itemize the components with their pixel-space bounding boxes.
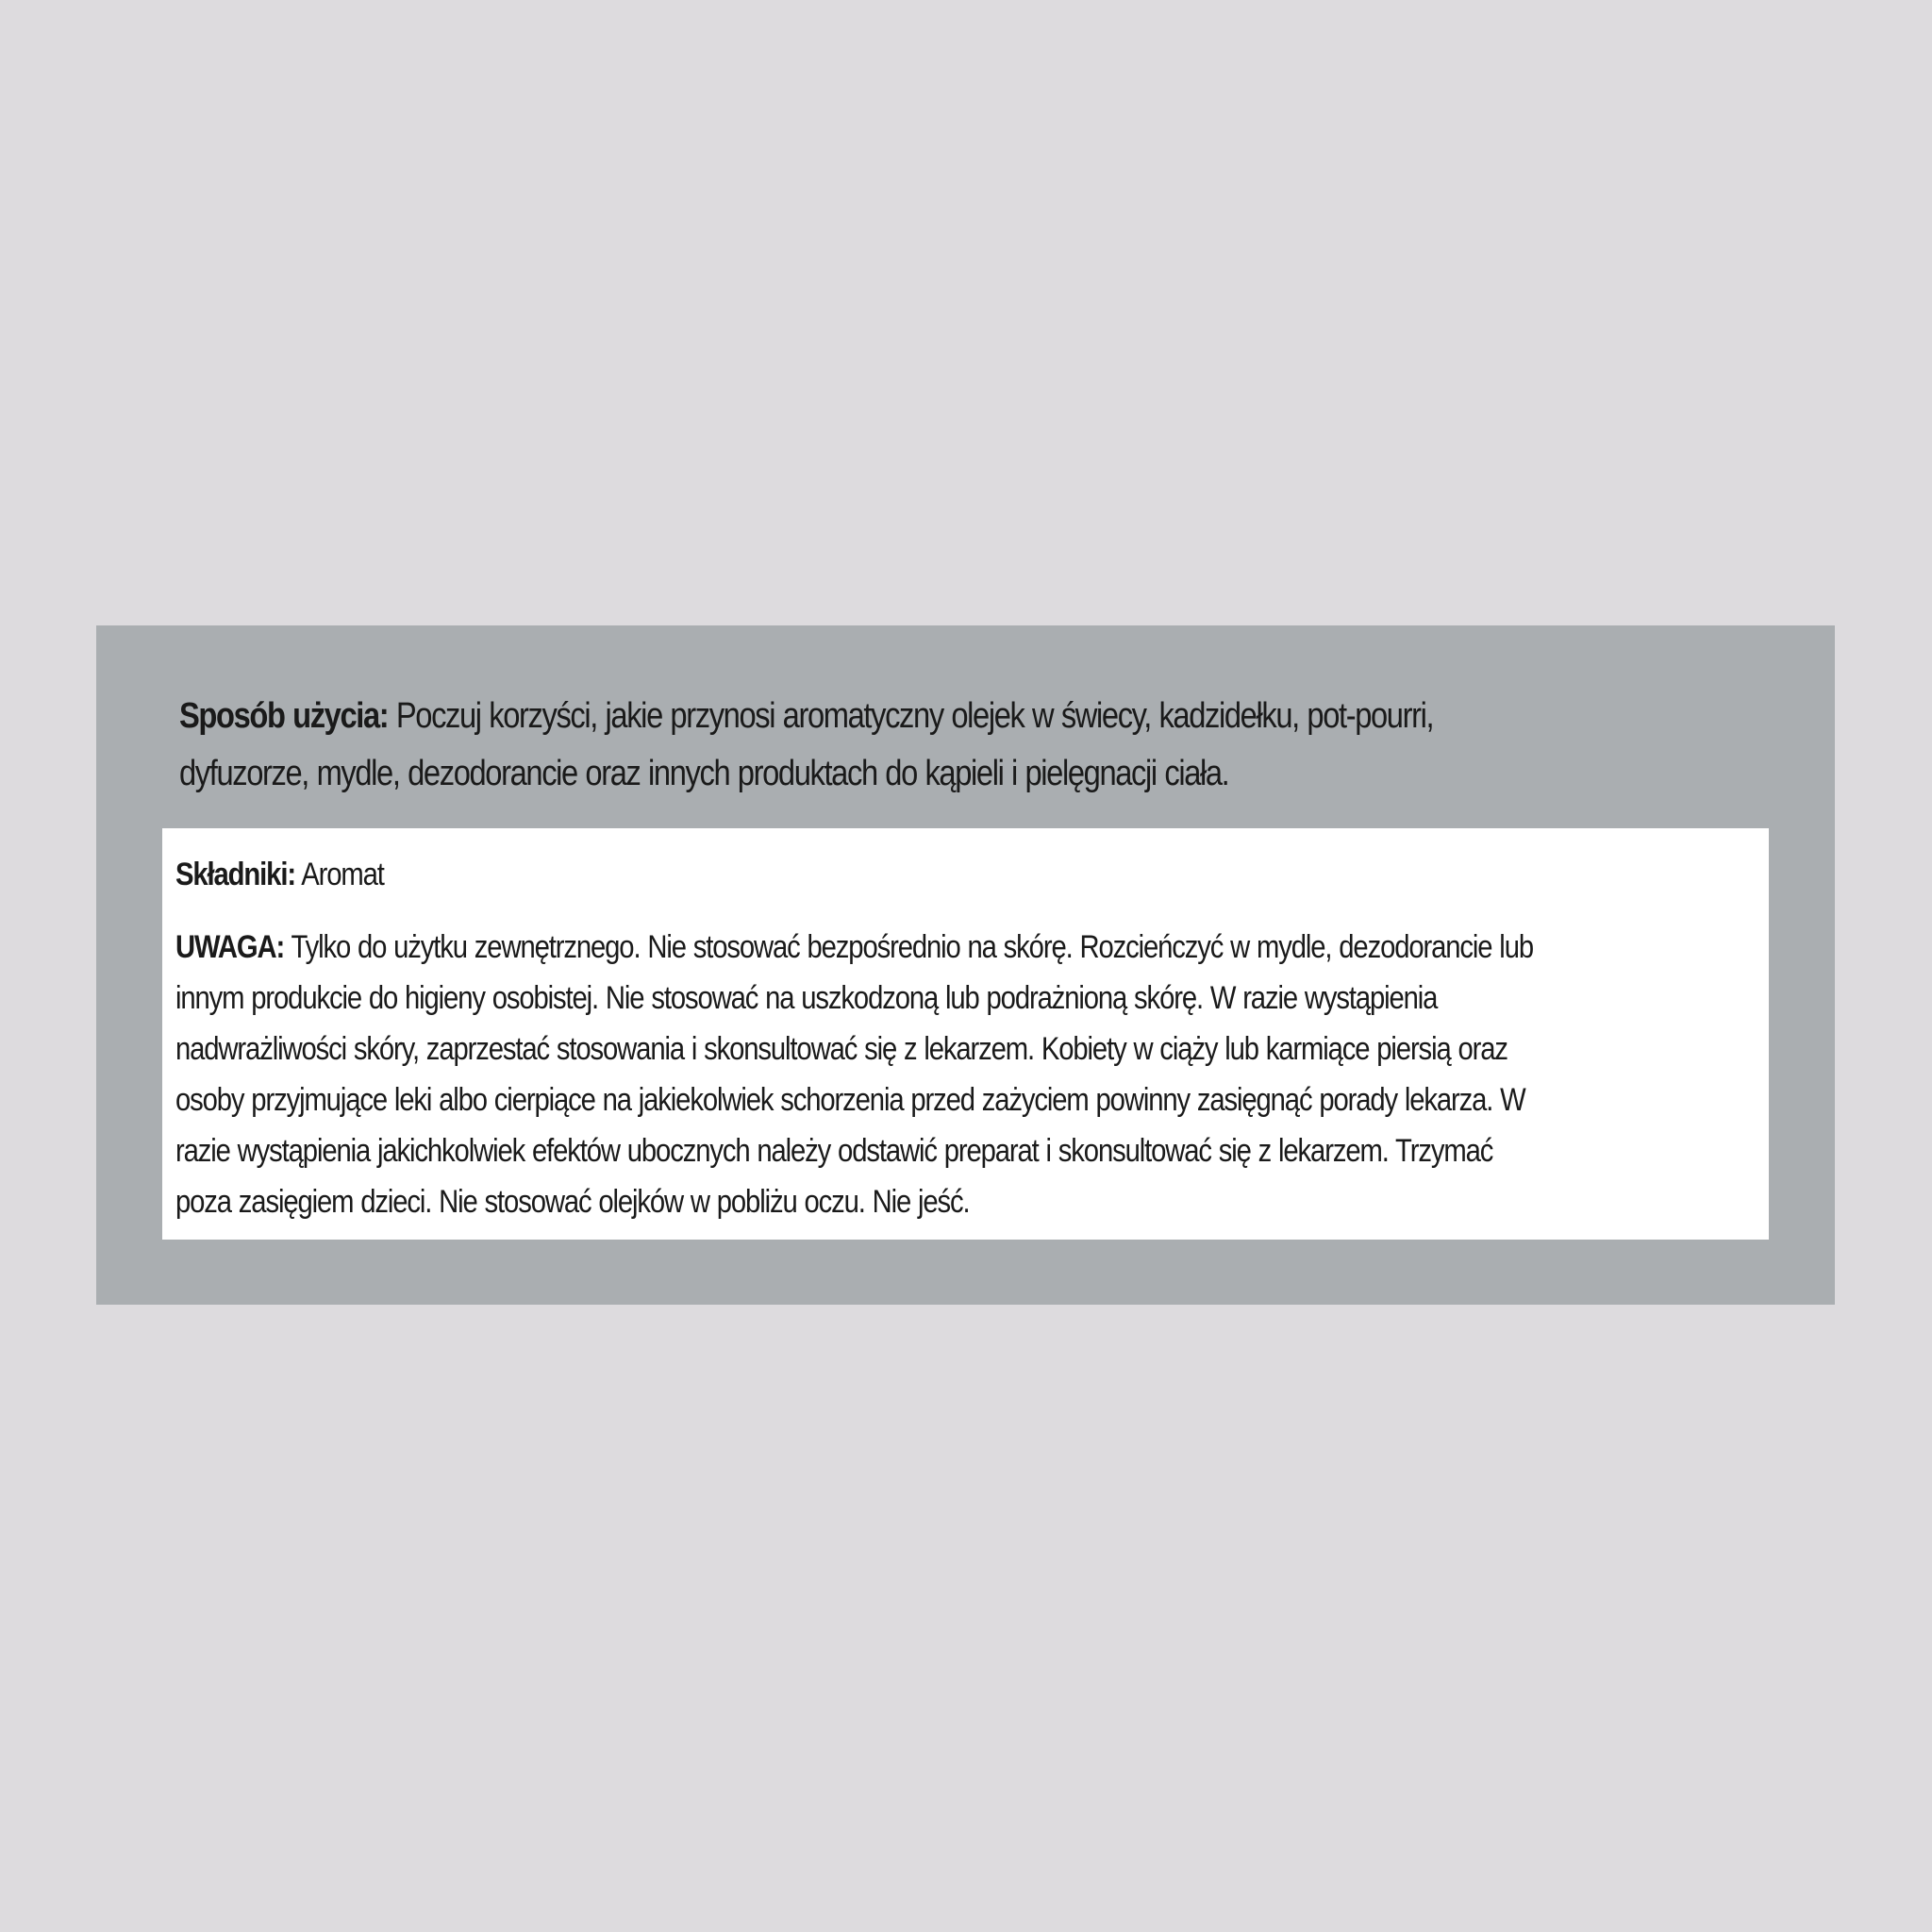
product-label-panel <box>96 625 1835 1305</box>
warning-text-line-3: nadwrażliwości skóry, zaprzestać stosowania i skonsultować się z lekarzem. Kobiety w ciąży lub karmiące piersią oraz <box>175 1031 1507 1067</box>
ingredients-warning-box <box>162 828 1769 1240</box>
warning-heading: UWAGA: <box>175 929 285 965</box>
ingredients-line <box>175 849 1741 900</box>
ingredients-value: Aromat <box>301 857 384 892</box>
warning-line-1 <box>175 922 1741 973</box>
warning-text-line-5: razie wystąpienia jakichkolwiek efektów ubocznych należy odstawić preparat i skonsultować się z lekarzem. Trzymać <box>175 1133 1493 1169</box>
warning-text-line-4: osoby przyjmujące leki albo cierpiące na jakiekolwiek schorzenia przed zażyciem powinny zasięgnąć porady lekarza. W <box>175 1082 1525 1118</box>
warning-text-line-1: Tylko do użytku zewnętrznego. Nie stosować bezpośrednio na skórę. Rozcieńczyć w mydle, dezodorancie lub <box>291 929 1533 965</box>
warning-text-line-2: innym produkcie do higieny osobistej. Nie stosować na uszkodzoną lub podrażnioną skórę. W razie wystąpienia <box>175 980 1438 1016</box>
usage-text-line-1: Poczuj korzyści, jakie przynosi aromatyczny olejek w świecy, kadzidełku, pot-pourri, <box>395 696 1434 736</box>
usage-heading: Sposób użycia: <box>179 696 389 736</box>
warning-section <box>175 922 1741 1227</box>
usage-text-line-2: dyfuzorze, mydle, dezodorancie oraz innych produktach do kąpieli i pielęgnacji ciała. <box>179 754 1229 793</box>
ingredients-heading: Składniki: <box>175 857 295 892</box>
warning-text-line-6: poza zasięgiem dzieci. Nie stosować olejków w pobliżu oczu. Nie jeść. <box>175 1184 970 1220</box>
info-content <box>175 849 1741 1227</box>
usage-instructions <box>179 688 1770 803</box>
usage-line-1 <box>179 688 1770 745</box>
